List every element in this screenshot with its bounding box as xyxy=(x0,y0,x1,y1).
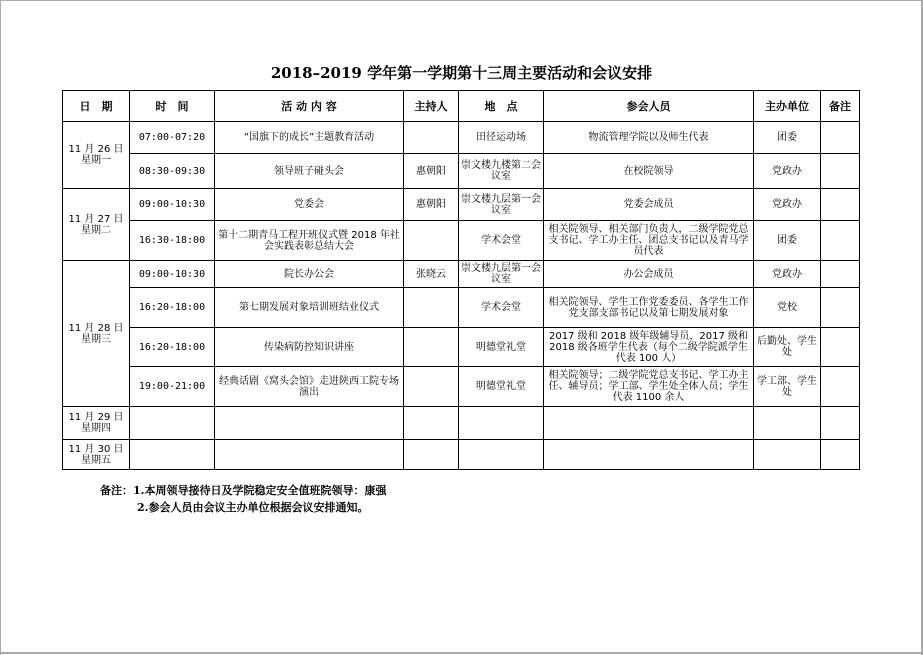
remark-cell xyxy=(821,407,860,440)
activity-cell: 第十二期青马工程开班仪式暨 2018 年社会实践表彰总结大会 xyxy=(215,221,404,261)
time-cell: 09:00-10:30 xyxy=(130,261,215,288)
host-cell: 惠朝阳 xyxy=(404,154,459,189)
day-cell-wednesday xyxy=(63,261,130,407)
day-weekday: 星期四 xyxy=(81,423,111,434)
table-row xyxy=(63,261,860,288)
page-border-bottom xyxy=(0,652,923,654)
host-cell: 惠朝阳 xyxy=(404,189,459,221)
place-cell xyxy=(459,440,544,470)
host-cell xyxy=(404,122,459,154)
attendees-cell xyxy=(544,440,754,470)
time-cell xyxy=(130,440,215,470)
table-row xyxy=(63,328,860,367)
time-cell: 09:00-10:30 xyxy=(130,189,215,221)
place-cell: 明德堂礼堂 xyxy=(459,328,544,367)
remark-cell xyxy=(821,189,860,221)
attendees-cell: 2017 级和 2018 级年级辅导员，2017 级和 2018 级各班学生代表（每个二级学院派学生代表 100 人） xyxy=(544,328,754,367)
activity-cell: 经典话剧《窝头会馆》走进陕西工院专场演出 xyxy=(215,367,404,407)
day-weekday: 星期二 xyxy=(81,224,111,236)
note-line-2: 2.参会人员由会议主办单位根据会议安排通知。 xyxy=(137,501,369,514)
remark-cell xyxy=(821,440,860,470)
time-cell: 07:00-07:20 xyxy=(130,122,215,154)
attendees-cell: 相关院领导；二级学院党总支书记、学工办主任、辅导员；学工部、学生处全体人员；学生代表 1100 余人 xyxy=(544,367,754,407)
time-cell: 08:30-09:30 xyxy=(130,154,215,189)
organizer-cell: 后勤处、学生处 xyxy=(754,328,821,367)
activity-cell: 院长办公会 xyxy=(215,261,404,288)
header-remark: 备注 xyxy=(821,91,860,122)
host-cell xyxy=(404,328,459,367)
table-header-row xyxy=(63,91,860,122)
activity-cell: 第七期发展对象培训班结业仪式 xyxy=(215,288,404,328)
table-row xyxy=(63,221,860,261)
page-border-left xyxy=(0,0,1,655)
activity-cell: 党委会 xyxy=(215,189,404,221)
attendees-cell: 办公会成员 xyxy=(544,261,754,288)
remark-cell xyxy=(821,154,860,189)
place-cell: 学术会堂 xyxy=(459,288,544,328)
table-row xyxy=(63,367,860,407)
header-organizer: 主办单位 xyxy=(754,91,821,122)
header-time: 时 间 xyxy=(130,91,215,122)
time-cell xyxy=(130,407,215,440)
day-weekday: 星期五 xyxy=(81,454,111,466)
organizer-cell xyxy=(754,407,821,440)
place-cell: 崇文楼九层第一会议室 xyxy=(459,261,544,288)
host-cell xyxy=(404,407,459,440)
header-activity: 活 动 内 容 xyxy=(215,91,404,122)
place-cell xyxy=(459,407,544,440)
host-cell xyxy=(404,221,459,261)
remark-cell xyxy=(821,367,860,407)
day-date: 11 月 29 日 xyxy=(68,412,124,423)
schedule-table xyxy=(62,90,860,470)
time-cell: 19:00-21:00 xyxy=(130,367,215,407)
attendees-cell: 党委会成员 xyxy=(544,189,754,221)
organizer-cell xyxy=(754,440,821,470)
time-cell: 16:20-18:00 xyxy=(130,288,215,328)
activity-cell xyxy=(215,407,404,440)
organizer-cell: 党政办 xyxy=(754,189,821,221)
host-cell xyxy=(404,440,459,470)
place-cell: 田径运动场 xyxy=(459,122,544,154)
organizer-cell: 党政办 xyxy=(754,154,821,189)
remark-cell xyxy=(821,122,860,154)
header-attendees: 参会人员 xyxy=(544,91,754,122)
day-date: 11 月 28 日 xyxy=(68,322,124,334)
host-cell: 张晓云 xyxy=(404,261,459,288)
table-row xyxy=(63,440,860,470)
day-date: 11 月 30 日 xyxy=(68,443,124,455)
document-title: 2018–2019 学年第一学期第十三周主要活动和会议安排 xyxy=(270,64,653,82)
day-cell-friday xyxy=(63,440,130,470)
day-cell-tuesday xyxy=(63,189,130,261)
attendees-cell: 物流管理学院以及师生代表 xyxy=(544,122,754,154)
attendees-cell: 相关院领导、相关部门负责人，二级学院党总支书记、学工办主任、团总支书记以及青马学员代表 xyxy=(544,221,754,261)
place-cell: 崇文楼九层第一会议室 xyxy=(459,189,544,221)
remark-cell xyxy=(821,328,860,367)
attendees-cell: 相关院领导、学生工作党委委员、各学生工作党支部支部书记以及第七期发展对象 xyxy=(544,288,754,328)
organizer-cell: 团委 xyxy=(754,122,821,154)
remark-cell xyxy=(821,221,860,261)
page-border-top xyxy=(0,0,923,1)
day-cell-monday xyxy=(63,122,130,189)
place-cell: 明德堂礼堂 xyxy=(459,367,544,407)
remark-cell xyxy=(821,261,860,288)
table-row xyxy=(63,407,860,440)
note-line-1: 备注：1.本周领导接待日及学院稳定安全值班院领导：康强 xyxy=(100,484,387,497)
activity-cell: “国旗下的成长”主题教育活动 xyxy=(215,122,404,154)
remark-cell xyxy=(821,288,860,328)
attendees-cell: 在校院领导 xyxy=(544,154,754,189)
header-host: 主持人 xyxy=(404,91,459,122)
footnotes xyxy=(100,482,386,516)
day-weekday: 星期三 xyxy=(81,333,111,345)
organizer-cell: 党政办 xyxy=(754,261,821,288)
place-cell: 崇文楼九楼第二会议室 xyxy=(459,154,544,189)
table-row xyxy=(63,189,860,221)
activity-cell: 领导班子碰头会 xyxy=(215,154,404,189)
time-cell: 16:20-18:00 xyxy=(130,328,215,367)
day-weekday: 星期一 xyxy=(81,155,111,166)
organizer-cell: 团委 xyxy=(754,221,821,261)
table-row xyxy=(63,288,860,328)
host-cell xyxy=(404,288,459,328)
header-date: 日 期 xyxy=(63,91,130,122)
table-row xyxy=(63,154,860,189)
header-place: 地 点 xyxy=(459,91,544,122)
organizer-cell: 学工部、学生处 xyxy=(754,367,821,407)
place-cell: 学术会堂 xyxy=(459,221,544,261)
host-cell xyxy=(404,367,459,407)
time-cell: 16:30-18:00 xyxy=(130,221,215,261)
day-cell-thursday xyxy=(63,407,130,440)
day-date: 11 月 27 日 xyxy=(68,213,124,225)
activity-cell xyxy=(215,440,404,470)
day-date: 11 月 26 日 xyxy=(68,144,124,155)
attendees-cell xyxy=(544,407,754,440)
organizer-cell: 党校 xyxy=(754,288,821,328)
activity-cell: 传染病防控知识讲座 xyxy=(215,328,404,367)
table-row xyxy=(63,122,860,154)
